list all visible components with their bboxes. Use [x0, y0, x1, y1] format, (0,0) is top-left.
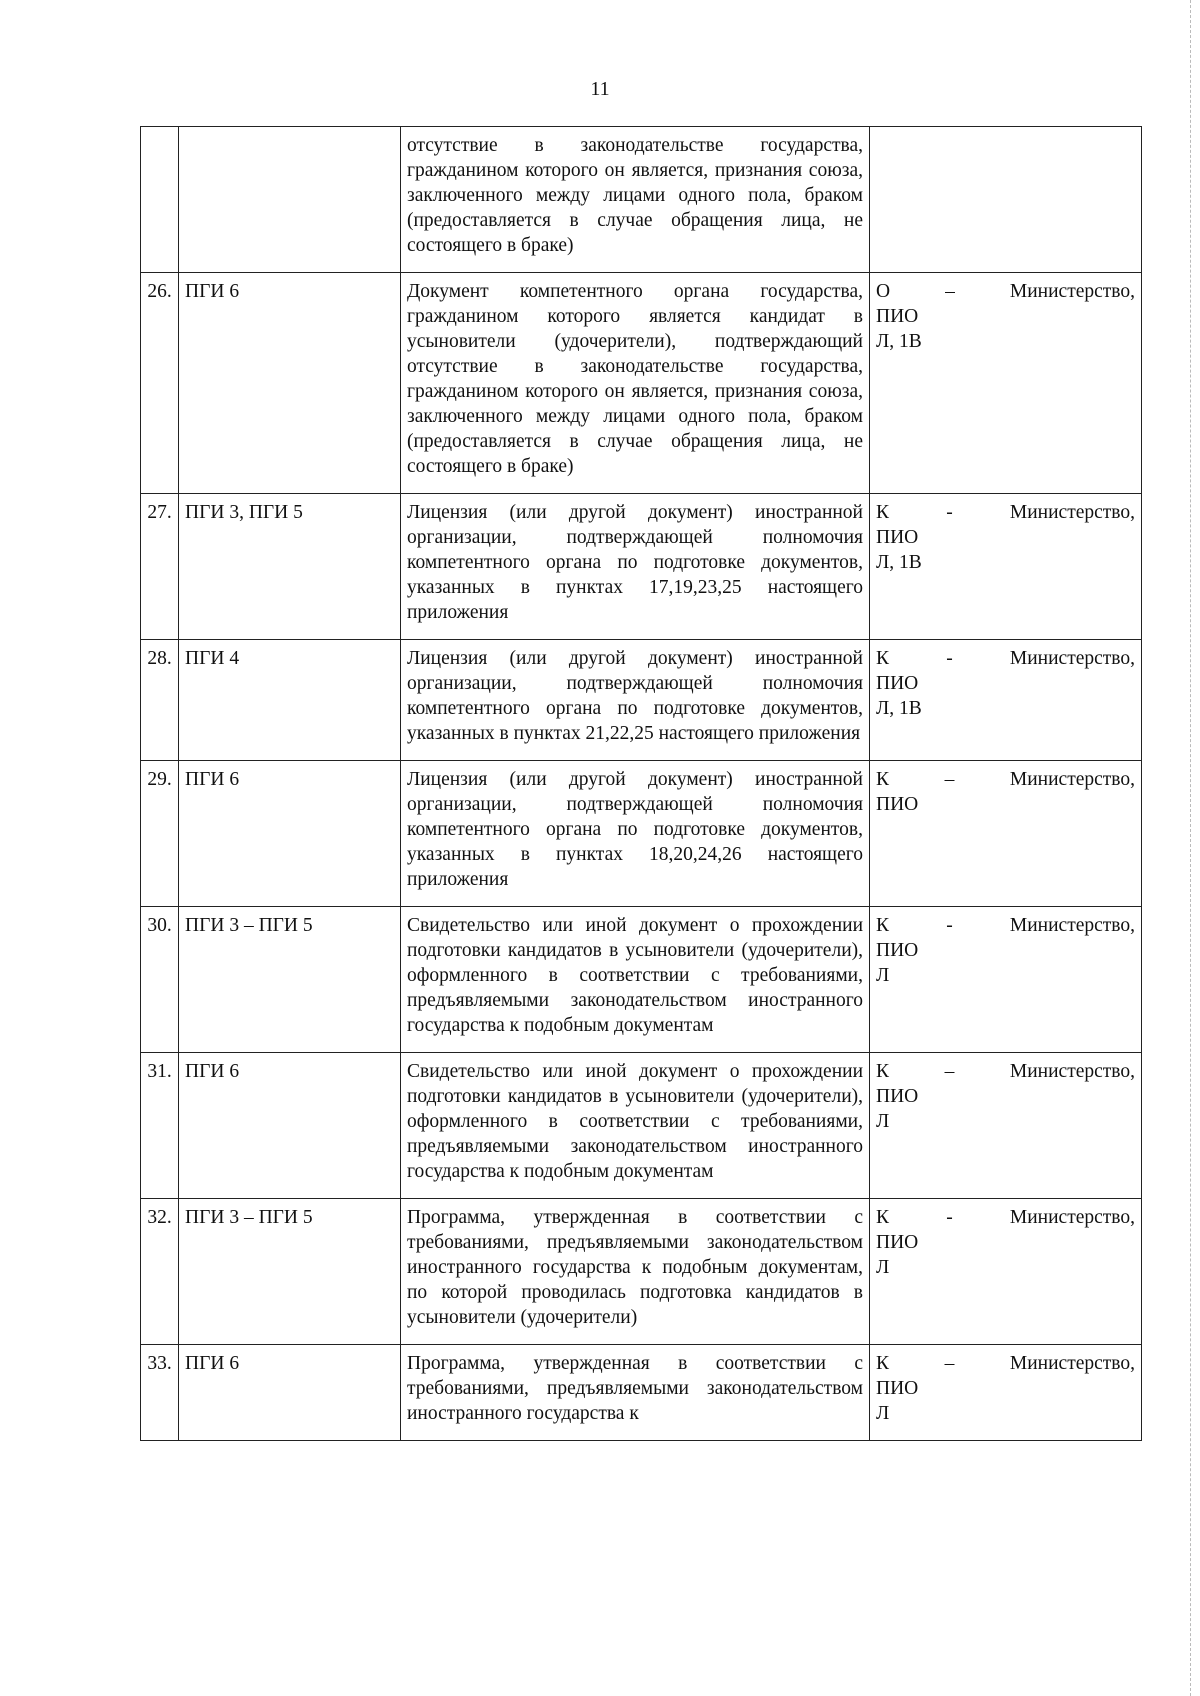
document-description: Свидетельство или иной документ о прохождении подготовки кандидатов в усыновители (удочерители), оформленного в соответствии с требованиями, предъявляемыми законодательством иностранного государства к подобным документам [401, 907, 870, 1053]
group-code: ПГИ 3 – ПГИ 5 [179, 907, 401, 1053]
table-row [141, 494, 1142, 640]
org-line: ПИО [876, 794, 919, 815]
row-number: 33. [141, 1345, 179, 1441]
group-code: ПГИ 6 [179, 273, 401, 494]
document-description: Программа, утвержденная в соответствии с требованиями, предъявляемыми законодательством иностранного государства к подобным документам, по которой проводилась подготовка кандидатов в усыновители (удочерители) [401, 1199, 870, 1345]
row-number [141, 127, 179, 273]
org-line: ПИО [876, 673, 919, 694]
org-line: К – Министерство, [876, 769, 1135, 790]
document-table [140, 126, 1142, 1441]
table-row [141, 761, 1142, 907]
organization-codes [870, 273, 1142, 494]
document-description: Лицензия (или другой документ) иностранной организации, подтверждающей полномочия компетентного органа по подготовке документов, указанных в пунктах 17,19,23,25 настоящего приложения [401, 494, 870, 640]
row-number: 29. [141, 761, 179, 907]
org-line: К - Министерство, [876, 1207, 1135, 1228]
row-number: 27. [141, 494, 179, 640]
organization-codes [870, 127, 1142, 273]
document-description: Документ компетентного органа государства, гражданином которого является кандидат в усыновители (удочерители), подтверждающий отсутствие в законодательстве государства, гражданином которого он является, признания союза, заключенного между лицами одного пола, браком (предоставляется в случае обращения лица, не состоящего в браке) [401, 273, 870, 494]
org-line: Л, 1В [876, 331, 922, 352]
org-line: Л [876, 1403, 890, 1424]
org-line: К – Министерство, [876, 1061, 1135, 1082]
organization-codes [870, 1199, 1142, 1345]
page-number: 11 [590, 78, 610, 100]
row-number: 32. [141, 1199, 179, 1345]
org-line: ПИО [876, 527, 919, 548]
page-edge-line [1190, 0, 1191, 1696]
org-line: К - Министерство, [876, 915, 1135, 936]
org-line: О – Министерство, [876, 281, 1135, 302]
group-code: ПГИ 3 – ПГИ 5 [179, 1199, 401, 1345]
document-description: Программа, утвержденная в соответствии с требованиями, предъявляемыми законодательством иностранного государства к [401, 1345, 870, 1441]
org-line: К – Министерство, [876, 1353, 1135, 1374]
org-line: Л, 1В [876, 552, 922, 573]
organization-codes [870, 1053, 1142, 1199]
table-row [141, 1199, 1142, 1345]
group-code: ПГИ 6 [179, 1053, 401, 1199]
row-number: 26. [141, 273, 179, 494]
group-code: ПГИ 4 [179, 640, 401, 761]
row-number: 30. [141, 907, 179, 1053]
group-code: ПГИ 6 [179, 1345, 401, 1441]
organization-codes [870, 494, 1142, 640]
org-line: ПИО [876, 1232, 919, 1253]
org-line: ПИО [876, 1378, 919, 1399]
organization-codes [870, 761, 1142, 907]
table-row [141, 127, 1142, 273]
organization-codes [870, 640, 1142, 761]
organization-codes [870, 1345, 1142, 1441]
org-line: К - Министерство, [876, 648, 1135, 669]
group-code: ПГИ 3, ПГИ 5 [179, 494, 401, 640]
org-line: Л, 1В [876, 698, 922, 719]
table-row [141, 273, 1142, 494]
group-code [179, 127, 401, 273]
org-line: К - Министерство, [876, 502, 1135, 523]
row-number: 28. [141, 640, 179, 761]
document-description: отсутствие в законодательстве государства, гражданином которого он является, признания союза, заключенного между лицами одного пола, браком (предоставляется в случае обращения лица, не состоящего в браке) [401, 127, 870, 273]
table-row [141, 907, 1142, 1053]
org-line: ПИО [876, 306, 919, 327]
organization-codes [870, 907, 1142, 1053]
org-line: ПИО [876, 1086, 919, 1107]
org-line: Л [876, 965, 890, 986]
document-description: Лицензия (или другой документ) иностранной организации, подтверждающей полномочия компетентного органа по подготовке документов, указанных в пунктах 18,20,24,26 настоящего приложения [401, 761, 870, 907]
table-row [141, 1053, 1142, 1199]
table-row [141, 1345, 1142, 1441]
org-line: Л [876, 1257, 890, 1278]
table-row [141, 640, 1142, 761]
document-description: Свидетельство или иной документ о прохождении подготовки кандидатов в усыновители (удочерители), оформленного в соответствии с требованиями, предъявляемыми законодательством иностранного государства к подобным документам [401, 1053, 870, 1199]
document-description: Лицензия (или другой документ) иностранной организации, подтверждающей полномочия компетентного органа по подготовке документов, указанных в пунктах 21,22,25 настоящего приложения [401, 640, 870, 761]
org-line: Л [876, 1111, 890, 1132]
row-number: 31. [141, 1053, 179, 1199]
org-line: ПИО [876, 940, 919, 961]
group-code: ПГИ 6 [179, 761, 401, 907]
